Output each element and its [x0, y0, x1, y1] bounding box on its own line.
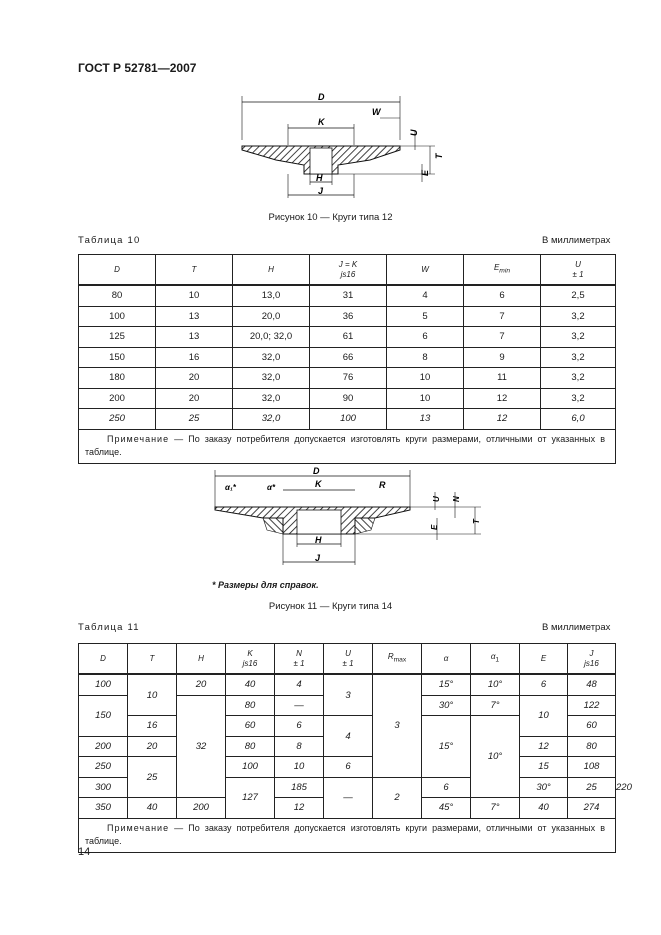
table-row	[79, 409, 616, 430]
cell-alpha1: 10°	[471, 674, 520, 695]
cell-T: 16	[128, 716, 177, 737]
dim-J-label: J	[315, 553, 321, 563]
table-cell: 16	[156, 347, 233, 368]
figure-11-drawing	[205, 462, 495, 574]
table-cell: 11	[464, 368, 541, 389]
cell-H: 20	[177, 674, 226, 695]
table-cell: 7	[464, 306, 541, 327]
table-row	[79, 757, 616, 778]
table-cell: 25	[156, 409, 233, 430]
note-label: Примечание	[107, 822, 170, 833]
table-11	[78, 643, 632, 853]
dim-H-label: H	[316, 173, 323, 183]
table-cell: 100	[79, 306, 156, 327]
cell-alpha: 15°	[422, 716, 471, 778]
cell-K: 40	[226, 674, 275, 695]
header-alpha: α	[443, 653, 449, 663]
header-N: N	[296, 648, 302, 658]
dim-J-label: J	[318, 186, 324, 196]
table-cell: 5	[387, 306, 464, 327]
cell-T: 25	[128, 757, 177, 798]
dim-T-label: T	[434, 153, 444, 159]
table-cell: 20,0; 32,0	[233, 327, 310, 348]
cell-E: 6	[520, 674, 568, 695]
header-U-tol: ± 1	[572, 269, 584, 279]
table-cell: 13	[156, 327, 233, 348]
table-row: 300 127 185 — 2 6 30° 25 220	[79, 777, 616, 798]
table-cell: 76	[310, 368, 387, 389]
header-D: D	[100, 653, 106, 663]
cell-N: 4	[275, 674, 324, 695]
table-cell: 3,2	[541, 368, 616, 389]
table-row	[79, 327, 616, 348]
header-J-tol: js16	[584, 658, 599, 668]
cell-K: 200	[177, 798, 226, 819]
dim-alpha1-label: α₁*	[225, 483, 236, 492]
table-row	[79, 306, 616, 327]
table-cell: 3,2	[541, 306, 616, 327]
table-cell: 180	[79, 368, 156, 389]
table-cell: 12	[464, 409, 541, 430]
table-cell: 61	[310, 327, 387, 348]
dim-K-label: K	[318, 117, 325, 127]
cell-alpha1: 7°	[471, 798, 520, 819]
cell-E: 10	[520, 695, 568, 736]
table-10-units: В миллиметрах	[542, 235, 611, 246]
cell-J: 60	[568, 716, 616, 737]
header-W: W	[421, 264, 429, 274]
table-cell: 13	[387, 409, 464, 430]
header-JK: J = K	[338, 259, 358, 269]
cell-J: 80	[568, 736, 616, 757]
dim-H-label: H	[315, 535, 322, 545]
table-row	[79, 368, 616, 389]
header-R-sub: max	[393, 656, 407, 664]
table-cell: 20	[156, 388, 233, 409]
cell-N: 6	[275, 716, 324, 737]
table-cell: 32,0	[233, 368, 310, 389]
cell-D: 200	[79, 736, 128, 757]
cell-E: 25	[568, 777, 616, 798]
table-cell: 13	[156, 306, 233, 327]
header-T: T	[149, 653, 155, 663]
table-row	[79, 388, 616, 409]
table-cell: 3,2	[541, 327, 616, 348]
dim-alpha-label: α*	[267, 483, 276, 492]
cell-J: 108	[568, 757, 616, 778]
header-U: U	[575, 259, 581, 269]
header-H: H	[268, 264, 274, 274]
header-JK-tol: js16	[340, 269, 356, 279]
table-cell: 90	[310, 388, 387, 409]
figure-10-drawing	[230, 90, 460, 200]
cell-K: 60	[226, 716, 275, 737]
header-K-tol: js16	[242, 658, 258, 668]
table-cell: 36	[310, 306, 387, 327]
table-cell: 32,0	[233, 347, 310, 368]
cell-R: 6	[422, 777, 471, 798]
cell-K: 80	[226, 695, 275, 716]
table-11-label: Таблица 11	[78, 622, 140, 633]
table-cell: 10	[156, 285, 233, 306]
table-cell: 3,2	[541, 388, 616, 409]
cell-D: 150	[79, 695, 128, 736]
cell-alpha: 30°	[422, 695, 471, 716]
note-label: Примечание	[107, 433, 170, 444]
table-cell: 80	[79, 285, 156, 306]
table-cell: 66	[310, 347, 387, 368]
cell-U: 6	[324, 757, 373, 778]
cell-H: 32	[177, 695, 226, 798]
dim-D-label: D	[318, 92, 325, 102]
cell-E: 15	[520, 757, 568, 778]
header-R: R	[387, 652, 394, 662]
cell-R: 12	[275, 798, 324, 819]
table-cell: 150	[79, 347, 156, 368]
dim-U-label: U	[432, 496, 441, 502]
cell-D: 350	[79, 798, 128, 819]
table-note-row	[79, 429, 616, 464]
table-cell: 10	[387, 368, 464, 389]
figure-10-caption: Рисунок 10 — Круги типа 12	[268, 212, 393, 223]
table-11-units: В миллиметрах	[542, 622, 611, 633]
header-K: K	[247, 648, 253, 658]
table-cell: 20	[156, 368, 233, 389]
table-cell: 9	[464, 347, 541, 368]
table-cell: 6	[387, 327, 464, 348]
cell-U: 4	[324, 716, 373, 757]
header-U-tol: ± 1	[342, 658, 354, 668]
table-row	[79, 644, 616, 675]
table-cell: 20,0	[233, 306, 310, 327]
cell-alpha1: 7°	[471, 695, 520, 716]
cell-J: 48	[568, 674, 616, 695]
cell-U: 2	[373, 777, 422, 818]
dim-E-label: E	[420, 169, 430, 176]
table-cell: 32,0	[233, 409, 310, 430]
table-cell: 3,2	[541, 347, 616, 368]
cell-D: 300	[79, 777, 128, 798]
table-cell: 32,0	[233, 388, 310, 409]
dim-E-label: E	[430, 524, 439, 530]
table-cell: 7	[464, 327, 541, 348]
header-E: E	[493, 263, 500, 273]
cell-U: 3	[324, 674, 373, 716]
table-note-row	[79, 818, 616, 853]
note-text: — По заказу потребителя допускается изготовлять круги размерами, отличными от указанных в таблице.	[85, 822, 605, 847]
header-alpha1: α	[490, 652, 496, 662]
table-cell: 31	[310, 285, 387, 306]
table-cell: 200	[79, 388, 156, 409]
cell-T: 40	[128, 798, 177, 819]
cell-K: 80	[226, 736, 275, 757]
table-cell: 6	[464, 285, 541, 306]
cell-alpha: 45°	[422, 798, 471, 819]
header-H: H	[198, 653, 204, 663]
table-cell: 250	[79, 409, 156, 430]
header-alpha1-sub: 1	[495, 656, 500, 664]
document-header: ГОСТ Р 52781—2007	[78, 61, 197, 75]
cell-D: 100	[79, 674, 128, 695]
dim-R-label: R	[379, 480, 386, 490]
cell-K: 100	[226, 757, 275, 778]
figure-11-caption: Рисунок 11 — Круги типа 14	[268, 601, 393, 612]
table-cell: 6,0	[541, 409, 616, 430]
table-cell: 100	[310, 409, 387, 430]
cell-E: 12	[520, 736, 568, 757]
dim-D-label: D	[313, 466, 320, 476]
cell-N: —	[324, 777, 373, 818]
dim-W-label: W	[372, 107, 381, 117]
cell-K: 185	[275, 777, 324, 798]
header-T: T	[191, 264, 197, 274]
dim-U-label: U	[409, 129, 419, 136]
header-N-tol: ± 1	[293, 658, 305, 668]
cell-alpha: 30°	[520, 777, 568, 798]
page-number: 14	[78, 846, 91, 858]
dim-N-label: N	[452, 496, 461, 502]
cell-T: 10	[128, 674, 177, 716]
header-U: U	[345, 648, 351, 658]
table-row	[79, 285, 616, 306]
table-cell: 8	[387, 347, 464, 368]
cell-R: 3	[373, 674, 422, 777]
header-E: E	[540, 653, 547, 663]
table-cell: 4	[387, 285, 464, 306]
header-E-sub: min	[499, 267, 511, 275]
figure-11-footnote: * Размеры для справок.	[212, 580, 319, 590]
cell-J: 122	[568, 695, 616, 716]
cell-E: 40	[520, 798, 568, 819]
cell-J: 274	[568, 798, 616, 819]
table-cell: 12	[464, 388, 541, 409]
table-cell: 2,5	[541, 285, 616, 306]
dim-T-label: T	[472, 519, 481, 524]
cell-N: 8	[275, 736, 324, 757]
header-J: J	[589, 648, 594, 658]
note-text: — По заказу потребителя допускается изготовлять круги размерами, отличными от указанных в таблице.	[85, 433, 605, 458]
table-cell: 125	[79, 327, 156, 348]
cell-T: 20	[128, 736, 177, 757]
cell-D: 250	[79, 757, 128, 778]
cell-H: 127	[226, 777, 275, 818]
table-10-label: Таблица 10	[78, 235, 141, 246]
cell-N: —	[275, 695, 324, 716]
table-row	[79, 255, 616, 286]
cell-alpha1: 10°	[471, 716, 520, 798]
table-row	[79, 347, 616, 368]
dim-K-label: K	[315, 479, 322, 489]
table-10	[78, 254, 616, 464]
cell-alpha: 15°	[422, 674, 471, 695]
cell-N: 10	[275, 757, 324, 778]
table-row	[79, 674, 616, 695]
table-cell: 13,0	[233, 285, 310, 306]
table-cell: 10	[387, 388, 464, 409]
header-D: D	[114, 264, 120, 274]
